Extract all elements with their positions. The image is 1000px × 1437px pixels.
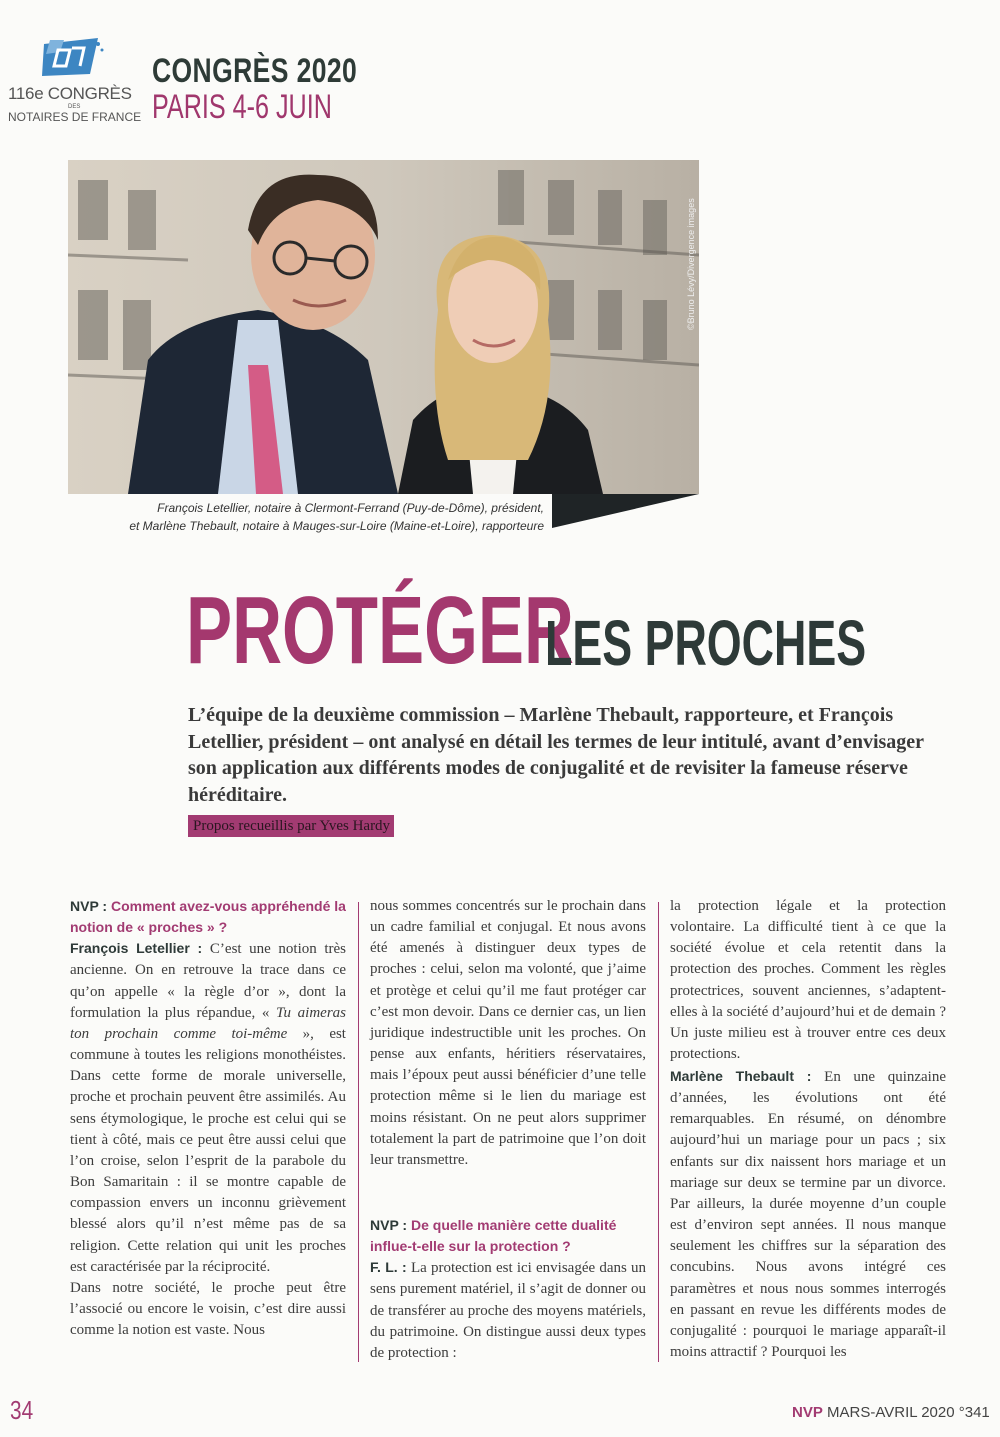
congres-subtitle: PARIS 4-6 JUIN: [152, 88, 332, 126]
answer-1: [70, 938, 346, 1278]
speaker-initials: F. L. :: [370, 1259, 411, 1276]
answer-2: [370, 1257, 646, 1364]
article-body-col2: [370, 1215, 646, 1364]
caption-line-2: et Marlène Thebault, notaire à Mauges-sur-Loire (Maine-et-Loire), rapporteure: [129, 519, 544, 533]
logo-congres-number: 116e CONGRÈS: [8, 84, 132, 103]
speaker-letellier: François Letellier :: [70, 940, 210, 957]
issue-info: MARS-AVRIL 2020 °341: [822, 1404, 990, 1421]
logo-des: DES: [68, 104, 81, 110]
column-divider: [358, 902, 359, 1362]
question-prefix: NVP :: [70, 898, 111, 914]
answer-2-text: La protection est ici envisagée dans un sens purement matériel, il s’agit de donner ou de transférer au proche des moyens matériels, du patrimoine. On distingue aussi deux types de protection :: [370, 1260, 646, 1361]
photo-caption: [60, 499, 544, 535]
congres-title: CONGRÈS 2020: [152, 52, 358, 90]
answer-3-text: En une quinzaine d’années, les évolutions ont été remarquables. En résumé, on dénombre aujourd’hui un mariage pour un pacs ; six enfants sur dix naissent hors mariage et un mariage sur deux se termine par un divorce. Par ailleurs, la durée moyenne d’un couple est d’environ sept années. Il nous manque seulement les chiffres sur la séparation des concubins. Nous avons intégré ces paramètres et nous nous sommes interrogés en passant en revue les différents modes de conjugalité : pourquoi le mariage apparaît-il moins attractif ? Pourquoi les: [670, 1069, 946, 1361]
article-body-col3: [670, 1066, 946, 1363]
photo-credit: ©Bruno Lévy/Divergence images: [686, 198, 696, 330]
article-body: [70, 896, 346, 1341]
article-body-col3-top: [670, 896, 946, 1065]
question-2-text: De quelle manière cette dualité influe-t-elle sur la protection ?: [370, 1217, 617, 1255]
headline-main: PROTÉGER: [186, 577, 574, 684]
article-lead: L’équipe de la deuxième commission – Marlène Thebault, rapporteure, et François Letellier, président – ont analysé en détail les termes de leur intitulé, avant d’envisager son application aux différents modes de conjugalité et de revisiter la fameuse réserve héréditaire.: [188, 704, 924, 807]
question-prefix: NVP :: [370, 1217, 411, 1233]
headline-sub: LES PROCHES: [545, 607, 867, 679]
answer-3: [670, 1066, 946, 1363]
question-1: [70, 896, 346, 938]
question-1-text: Comment avez-vous appréhendé la notion de « proches » ?: [70, 898, 346, 936]
speaker-thebault: Marlène Thebault :: [670, 1068, 825, 1084]
byline: Propos recueillis par Yves Hardy: [188, 815, 394, 837]
page-footer: [792, 1404, 990, 1421]
caption-corner-shape: [552, 494, 699, 528]
answer-1-text-a: C’est une notion très ancienne. On en retrouve la trace dans ce qu’on appelle « la règle d’or », dont la formulation la plus répandue, «: [70, 941, 346, 1021]
answer-1-text-b: », est commune à toutes les religions monothéistes. Dans cette forme de morale universelle, proche et prochain peuvent être assimilés. Au sens étymologique, le proche est celui qui se tient à côté, mais ce peut être aussi celui que l’on croise, selon l’esprit de la parabole du Bon Samaritain : il se montre capable de compassion envers un inconnu grièvement blessé alors qu’il n’est même pas de sa religion. Cette relation qui unit les proches est caractérisée par la réciprocité.: [70, 1025, 346, 1275]
answer-1-paragraph-2: Dans notre société, le proche peut être l’associé ou encore le voisin, c’est dire aussi comme la notion est vaste. Nous: [70, 1279, 346, 1339]
logo-notaires: NOTAIRES DE FRANCE: [8, 110, 142, 124]
congres-logo-icon: [40, 36, 104, 78]
question-2: [370, 1215, 646, 1257]
portrait-photo: [68, 160, 699, 494]
article-body-col2-top: [370, 896, 646, 1171]
answer-1-continued: nous sommes concentrés sur le prochain dans un cadre familial et conjugal. Et nous avons été amenés à distinguer deux types de proches : celui, selon ma volonté, que j’aime et protège et celui qu’il me faut protéger car c’est mon devoir. Dans ce dernier cas, un lien juridique indestructible unit les proches. On pense aux enfants, héritiers réservataires, mais l’époux peut aussi bénéficier d’une telle protection même si le lien du mariage est moins résistant. On ne peut alors supprimer totalement la part de patrimoine que l’on doit leur transmettre.: [370, 898, 646, 1168]
answer-1-quote: Tu aimeras ton prochain comme toi-même: [70, 1004, 346, 1042]
caption-line-1: François Letellier, notaire à Clermont-Ferrand (Puy-de-Dôme), président,: [157, 501, 544, 515]
page-number: 34: [10, 1395, 34, 1425]
column-divider: [658, 902, 659, 1362]
answer-2-continued: la protection légale et la protection volontaire. La difficulté tient à ce que la société évolue et cela retentit dans la protection des proches. Comment les règles protectrices, souvent anciennes, s’adaptent-elles à la société d’aujourd’hui et de demain ? Un juste milieu est à trouver entre ces deux protections.: [670, 898, 946, 1063]
magazine-name: NVP: [792, 1404, 823, 1421]
